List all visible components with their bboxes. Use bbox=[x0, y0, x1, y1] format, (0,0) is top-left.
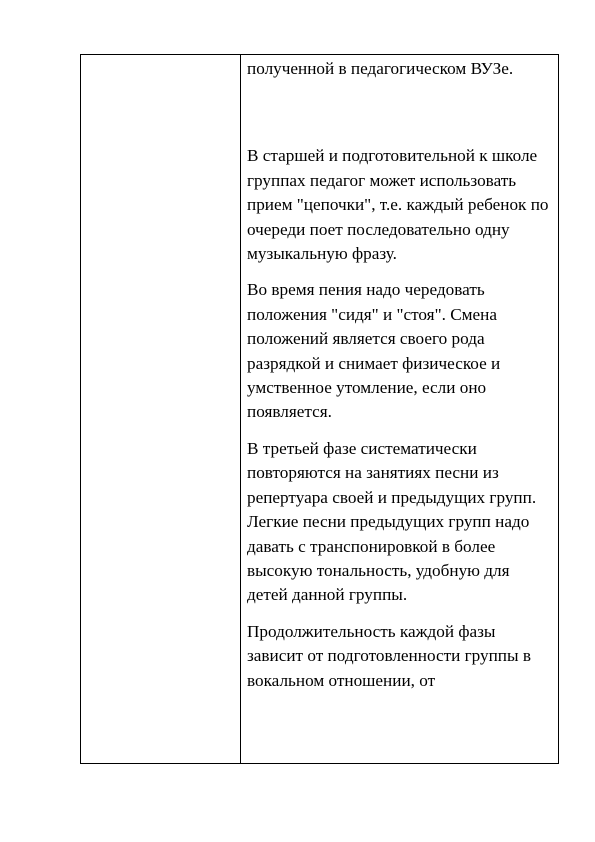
right-cell-content bbox=[241, 55, 558, 763]
paragraph-alternate-positions: Во время пения надо чередовать положения "сидя" и "стоя". Смена положений является своего рода разрядкой и снимает физическое и умственное утомление, если оно появляется. bbox=[247, 280, 501, 422]
paragraph-phase-duration: Продолжительность каждой фазы зависит от подготовленности группы в вокальном отношении, от bbox=[247, 621, 531, 690]
left-cell bbox=[81, 55, 241, 764]
paragraph-continuation: полученной в педагогическом ВУЗе. bbox=[247, 59, 514, 78]
paragraph-third-phase: В третьей фазе систематически повторяются на занятиях песни из репертуара своей и предыдущих групп. Легкие песни предыдущих групп надо давать с транспонировкой в более высокую тональность, удобную для детей данной группы. bbox=[247, 438, 537, 605]
table-row bbox=[81, 55, 559, 764]
content-table bbox=[80, 54, 559, 764]
right-cell bbox=[241, 55, 559, 764]
paragraph-chain-technique: В старшей и подготовительной к школе группах педагог может использовать прием "цепочки", т.е. каждый ребенок по очереди поет последовательно одну музыкальную фразу. bbox=[247, 146, 549, 264]
